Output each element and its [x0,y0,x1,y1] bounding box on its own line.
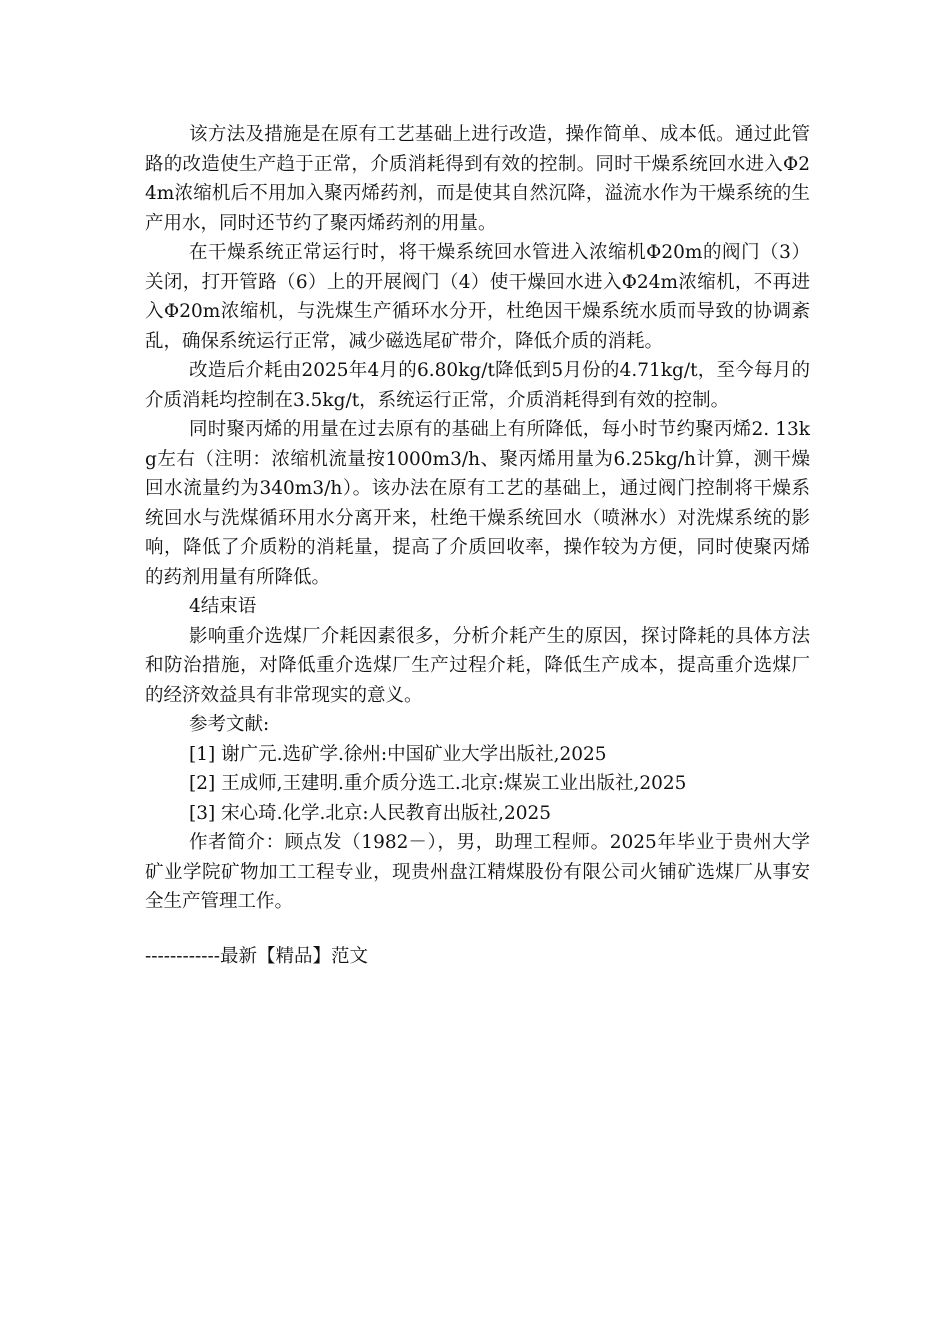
author-bio: 作者简介：顾点发（1982－），男，助理工程师。2025年毕业于贵州大学矿业学院矿物加工工程专业，现贵州盘江精煤股份有限公司火铺矿选煤厂从事安全生产管理工作。 [145,832,810,912]
document-body [145,120,810,917]
paragraph-operation: 在干燥系统正常运行时，将干燥系统回水管进入浓缩机Φ20m的阀门（3）关闭，打开管路（6）上的开展阀门（4）使干燥回水进入Φ24m浓缩机，不再进入Φ20m浓缩机，与洗煤生产循环水分开，杜绝因干燥系统水质而导致的协调紊乱，确保系统运行正常，减少磁选尾矿带介，降低介质的消耗。 [145,242,810,352]
section-heading-conclusion: 4结束语 [189,596,257,617]
paragraph-polyacrylamide-savings: 同时聚丙烯的用量在过去原有的基础上有所降低，每小时节约聚丙烯2. 13kg左右（注明：浓缩机流量按1000m3/h、聚丙烯用量为6.25kg/h计算，测干燥回水流量约为340m3/h）。该办法在原有工艺的基础上，通过阀门控制将干燥系统回水与洗煤循环用水分离开来，杜绝干燥系统回水（喷淋水）对洗煤系统的影响，降低了介质粉的消耗量，提高了介质回收率，操作较为方便，同时使聚丙烯的药剂用量有所降低。 [145,419,810,588]
paragraph-conclusion: 影响重介选煤厂介耗因素很多，分析介耗产生的原因，探讨降耗的具体方法和防治措施，对降低重介选煤厂生产过程介耗，降低生产成本，提高重介选煤厂的经济效益具有非常现实的意义。 [145,625,810,706]
references-heading: 参考文献: [189,714,270,735]
reference-item: [1] 谢广元.选矿学.徐州:中国矿业大学出版社,2025 [189,743,607,765]
reference-item: [3] 宋心琦.化学.北京:人民教育出版社,2025 [189,802,552,824]
paragraph-method-summary: 该方法及措施是在原有工艺基础上进行改造，操作简单、成本低。通过此管路的改造使生产趋于正常，介质消耗得到有效的控制。同时干燥系统回水进入Φ24m浓缩机后不用加入聚丙烯药剂，而是使其自然沉降，溢流水作为干燥系统的生产用水，同时还节约了聚丙烯药剂的用量。 [145,124,810,234]
reference-item: [2] 王成师,王建明.重介质分选工.北京:煤炭工业出版社,2025 [189,773,687,794]
paragraph-results: 改造后介耗由2025年4月的6.80kg/t降低到5月份的4.71kg/t，至今每月的介质消耗均控制在3.5kg/t，系统运行正常，介质消耗得到有效的控制。 [145,360,810,411]
footer-label: ------------最新【精品】范文 [145,946,369,967]
